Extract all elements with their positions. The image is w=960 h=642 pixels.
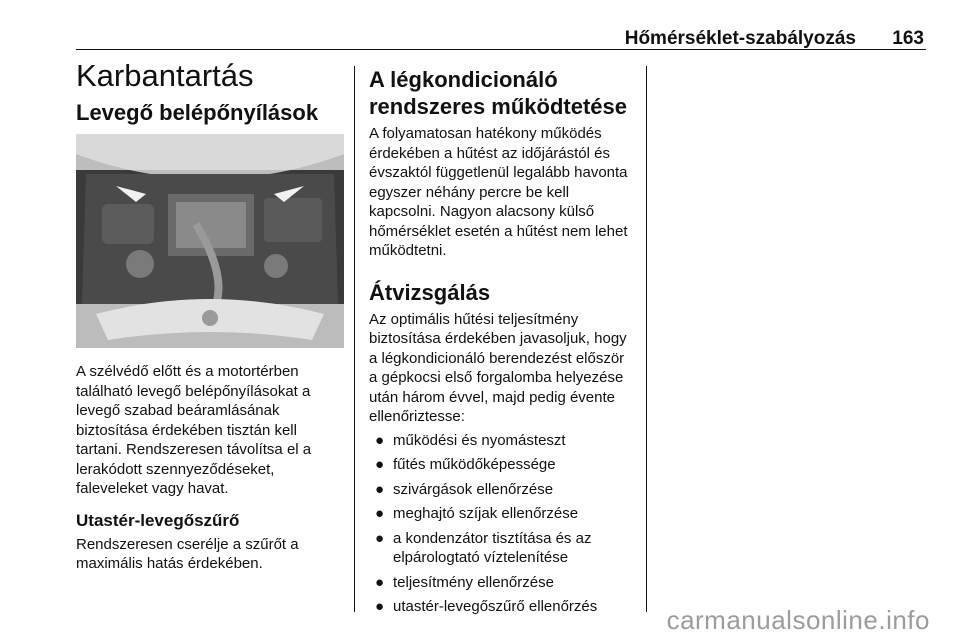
middle-column (369, 66, 634, 622)
bullet-icon: ● (375, 431, 385, 449)
bullet-icon: ● (375, 480, 385, 498)
subsection-title: Levegő belépőnyílások (76, 100, 319, 125)
cabin-filter-paragraph: Rendszeresen cserélje a szűrőt a maximális hatás érdekében. (76, 535, 299, 572)
ac-operation-title: A légkondicionáló rendszeres működtetése (369, 67, 627, 119)
air-inlet-paragraph: A szélvédő előtt és a motortérben található levegő belépőnyílásokat a levegő szabad beáramlásának biztosítása érdekében tisztán kell tartani. Rendszeresen távolítsa el a lerakódott szennyeződéseket, faleveleket vagy havat. (76, 363, 312, 497)
page-number: 163 (892, 28, 924, 49)
engine-bay-photo-icon (76, 134, 344, 348)
column-divider (354, 66, 355, 612)
cabin-filter-heading: Utastér-levegőszűrő (76, 510, 240, 530)
bullet-icon: ● (375, 456, 385, 473)
bullet-icon: ● (375, 529, 385, 547)
watermark: carmanualsonline.info (666, 605, 930, 635)
list-item: ● teljesítmény ellenőrzése (375, 573, 554, 591)
left-column (76, 56, 344, 574)
bullet-icon: ● (375, 505, 385, 522)
ac-operation-paragraph: A folyamatosan hatékony működés érdekében a hűtést az időjárástól és évszaktól függetlenül legalább havonta egyszer néhány percre be kell kapcsolni. Nagyon alacsony külső hőmérséklet esetén a hűtést nem lehet működtetni. (369, 125, 628, 259)
inspection-paragraph: Az optimális hűtési teljesítmény biztosítása érdekében javasoljuk, hogy a légkondicionáló berendezést először a gépkocsi első forgalomba helyezése után három évvel, majd pedig évente ellenőriztesse: (369, 310, 627, 425)
engine-bay-figure (76, 134, 344, 348)
bullet-icon: ● (375, 598, 385, 615)
list-item: ● szivárgások ellenőrzése (375, 480, 554, 498)
inspection-list (369, 431, 634, 617)
column-divider-right (646, 66, 647, 612)
section-title: Karbantartás (76, 58, 254, 93)
list-item: ● utastér-levegőszűrő ellenőrzés (375, 598, 598, 615)
list-item: ● a kondenzátor tisztítása és az elpárologtató víztelenítése (375, 529, 592, 566)
header-rule (76, 49, 926, 50)
running-header-title: Hőmérséklet-szabályozás (624, 28, 856, 49)
bullet-icon: ● (375, 573, 385, 591)
list-item: ● működési és nyomásteszt (375, 431, 566, 449)
list-item: ● fűtés működőképessége (375, 456, 556, 473)
inspection-title: Átvizsgálás (369, 279, 491, 305)
list-item: ● meghajtó szíjak ellenőrzése (375, 505, 579, 522)
